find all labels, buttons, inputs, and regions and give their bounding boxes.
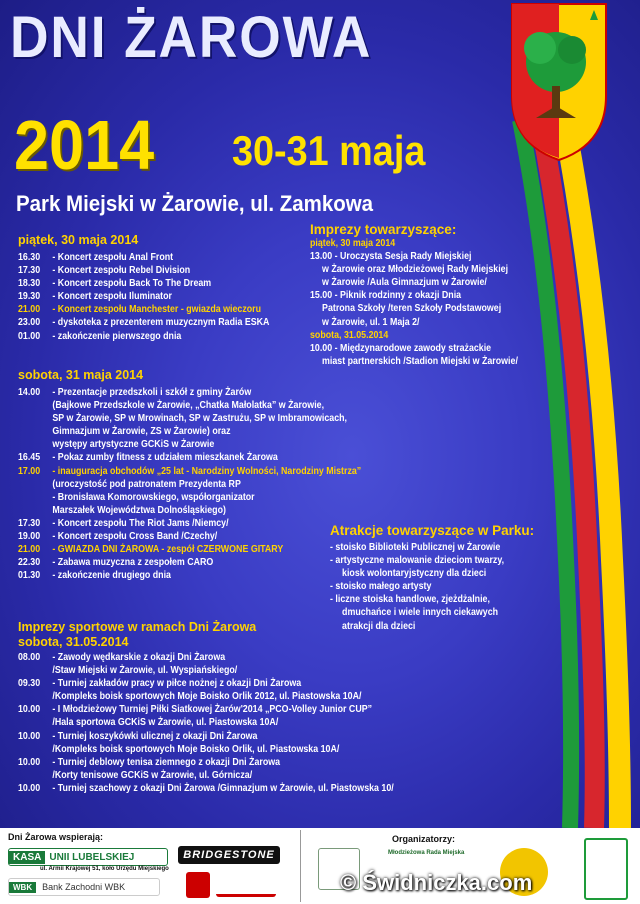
event-text: /Kompleks boisk sportowych Moje Boisko Orlik, ul. Piastowska 10A/	[52, 743, 340, 755]
sports-item	[18, 651, 394, 664]
tricolor-ribbon	[520, 100, 620, 828]
event-text: Gimnazjum w Żarowie, ZS w Żarowie) oraz	[52, 426, 231, 438]
sports-item	[18, 769, 394, 782]
event-text: - Zawody wędkarskie z okazji Dni Żarowa	[52, 652, 226, 663]
sports-item	[18, 677, 394, 690]
saturday-item	[18, 478, 361, 491]
event-text: - Pokaz zumby fitness z udziałem mieszkanek Żarowa	[52, 452, 278, 464]
sports-item	[18, 730, 394, 743]
event-text: występy artystyczne GCKiS w Żarowie	[52, 439, 215, 451]
event-text: /Kompleks boisk sportowych Moje Boisko Orlik 2012, ul. Piastowska 10A/	[52, 691, 362, 703]
event-text: - Turniej deblowy tenisa ziemnego z okazji Dni Żarowa	[52, 756, 281, 768]
side-event-line: w Żarowie oraz Młodzieżowej Rady Miejskiej	[322, 264, 509, 276]
event-text: - Koncert zespołu Cross Band /Czechy/	[52, 531, 218, 543]
friday-item	[18, 303, 269, 316]
friday-item	[18, 251, 269, 264]
wbk-badge: WBK	[9, 882, 36, 893]
side-events-heading: Imprezy towarzyszące:	[310, 222, 457, 237]
sponsors-footer	[0, 828, 640, 904]
poster-venue: Park Miejski w Żarowie, ul. Zamkowa	[16, 191, 374, 216]
side-event-line: w Żarowie /Aula Gimnazjum w Żarowie/	[322, 277, 487, 289]
event-text: - Koncert zespołu Back To The Dream	[52, 278, 212, 290]
side-event-line: 15.00 - Piknik rodzinny z okazji Dnia	[310, 290, 462, 302]
time-label: 16.30	[18, 252, 41, 263]
event-text: /Staw Miejski w Żarowie, ul. Wyspiańskiego/	[52, 665, 238, 677]
time-label: 16.45	[18, 452, 41, 464]
side-event-line: piątek, 30 maja 2014	[310, 238, 396, 249]
event-text: - Bronisława Komorowskiego, współorganizator	[52, 491, 255, 503]
sponsors-label: Dni Żarowa wspierają:	[8, 832, 104, 842]
side-event-line: w Żarowie, ul. 1 Maja 2/	[322, 316, 420, 328]
kasa-logo	[8, 848, 168, 866]
saturday-item	[18, 517, 361, 530]
event-text: (Bajkowe Przedszkole w Żarowie, „Chatka Małolatka” w Żarowie,	[52, 400, 325, 412]
time-label: 10.00	[18, 756, 41, 768]
time-label: 08.00	[18, 652, 41, 663]
time-label	[18, 504, 52, 517]
saturday-item	[18, 543, 361, 556]
event-text: - Koncert zespołu The Riot Jams /Niemcy/	[52, 517, 229, 529]
event-text: - GWIAZDA DNI ŻAROWA - zespół CZERWONE GITARY	[52, 544, 284, 556]
event-text: - Koncert zespołu Manchester - gwiazda wieczoru	[52, 304, 262, 316]
sports-events	[18, 620, 455, 795]
park-attractions-list	[330, 541, 534, 633]
event-text: - dyskoteka z prezenterem muzycznym Radia ESKA	[52, 317, 270, 329]
time-label: 10.00	[18, 730, 41, 742]
sports-item	[18, 743, 394, 756]
saturday-item	[18, 569, 361, 582]
sports-list	[18, 651, 455, 795]
side-event-line: 13.00 - Uroczysta Sesja Rady Miejskiej	[310, 251, 472, 263]
sports-item	[18, 782, 394, 795]
event-text: - Turniej koszykówki ulicznej z okazji Dni Żarowa	[52, 730, 258, 742]
side-event-line: sobota, 31.05.2014	[310, 329, 389, 341]
park-attraction-line: - stoisko Biblioteki Publicznej w Żarowie	[330, 542, 501, 553]
kasa-text: KASA	[9, 851, 45, 864]
event-text: (uroczystość pod patronatem Prezydenta RP	[52, 478, 241, 490]
saturday-item	[18, 491, 361, 504]
sports-item	[18, 664, 394, 677]
time-label: 19.00	[18, 531, 41, 543]
bridgestone-logo: BRIDGESTONE	[178, 846, 280, 864]
event-text: /Hala sportowa GCKiS w Żarowie, ul. Piastowska 10A/	[52, 717, 279, 729]
sports-heading: Imprezy sportowe w ramach Dni Żarowa	[18, 620, 257, 634]
event-text: - Turniej szachowy z okazji Dni Żarowa /Gimnazjum w Żarowie, ul. Piastowska 10/	[52, 782, 394, 794]
saturday-item	[18, 451, 361, 464]
saturday-heading: sobota, 31 maja 2014	[18, 368, 144, 382]
event-text: SP w Żarowie, SP w Mrowinach, SP w Zastrużu, SP w Imbramowicach,	[52, 413, 348, 425]
footer-divider	[300, 830, 301, 902]
time-label	[18, 478, 52, 491]
time-label	[18, 743, 52, 756]
park-attractions-heading: Atrakcje towarzyszące w Parku:	[330, 523, 535, 538]
saturday-item	[18, 412, 361, 425]
time-label: 01.30	[18, 570, 41, 582]
time-label: 17.30	[18, 517, 41, 529]
poster-year: 2014	[14, 106, 155, 184]
friday-item	[18, 277, 269, 290]
friday-list	[18, 251, 310, 343]
saturday-item	[18, 530, 361, 543]
event-text: - Koncert zespołu Iluminator	[52, 291, 172, 303]
sports-item	[18, 690, 394, 703]
time-label: 09.30	[18, 678, 41, 690]
saturday-item	[18, 504, 361, 517]
sports-item	[18, 716, 394, 729]
poster-dates: 30-31 maja	[232, 127, 426, 174]
sports-item	[18, 756, 394, 769]
time-label: 01.00	[18, 330, 41, 342]
event-text: - Zabawa muzyczna z zespołem CARO	[52, 557, 214, 569]
kasa-address: ul. Armii Krajowej 51, koło Urzędu Miejskiego	[40, 866, 169, 872]
organizer-logo-4-icon	[584, 838, 628, 900]
time-label	[18, 491, 52, 504]
wbk-logo	[8, 878, 160, 896]
time-label: 10.00	[18, 704, 41, 716]
sponsor-logo-icon	[216, 878, 276, 897]
time-label: 21.00	[18, 544, 41, 556]
time-label	[18, 716, 52, 729]
time-label	[18, 425, 52, 438]
organizers-label: Organizatorzy:	[392, 834, 456, 844]
event-text: - zakończenie drugiego dnia	[52, 570, 171, 582]
coat-of-arms-icon	[512, 4, 606, 160]
park-attraction-line: - liczne stoiska handlowe, zjeżdżalnie,	[330, 594, 490, 606]
event-text: - zakończenie pierwszego dnia	[52, 330, 182, 342]
time-label: 22.30	[18, 557, 41, 569]
sports-subheading: sobota, 31.05.2014	[18, 635, 129, 649]
time-label: 17.00	[18, 465, 41, 477]
saturday-item	[18, 425, 361, 438]
event-text: - Koncert zespołu Rebel Division	[52, 265, 191, 277]
friday-schedule	[18, 233, 310, 343]
saturday-item	[18, 399, 361, 412]
time-label	[18, 412, 52, 425]
side-event-line: miast partnerskich /Stadion Miejski w Żarowie/	[322, 355, 518, 367]
time-label	[18, 438, 52, 451]
time-label: 18.30	[18, 278, 41, 290]
kasa-text-2: UNII LUBELSKIEJ	[49, 851, 135, 863]
event-text: - I Młodzieżowy Turniej Piłki Siatkowej Żarów'2014 „PCO-Volley Junior CUP”	[52, 704, 373, 716]
friday-item	[18, 316, 269, 329]
sponsor-logo-red-icon	[186, 872, 210, 898]
mrm-label: Młodzieżowa Rada Miejska	[388, 850, 465, 856]
park-attraction-line: kiosk wolontaryjstyczny dla dzieci	[342, 568, 487, 580]
saturday-item	[18, 438, 361, 451]
saturday-item	[18, 556, 361, 569]
time-label	[18, 399, 52, 412]
friday-item	[18, 330, 269, 343]
watermark: © Świdniczka.com	[340, 870, 533, 895]
side-event-line: Patrona Szkoły /teren Szkoły Podstawowej	[322, 303, 502, 315]
event-text: - Prezentacje przedszkoli i szkół z gminy Żarów	[52, 387, 252, 398]
time-label: 14.00	[18, 387, 41, 398]
park-attractions	[330, 524, 534, 633]
event-text: /Korty tenisowe GCKiS w Żarowie, ul. Górnicza/	[52, 769, 253, 781]
saturday-item	[18, 386, 361, 399]
sports-item	[18, 703, 394, 716]
park-attraction-line: - artystyczne malowanie dzieciom twarzy,	[330, 555, 505, 567]
event-text: - inauguracja obchodów „25 lat - Narodziny Wolności, Narodziny Mistrza”	[52, 465, 362, 477]
side-event-line: 10.00 - Międzynarodowe zawody strażackie	[310, 342, 492, 354]
friday-item	[18, 290, 269, 303]
park-attraction-line: atrakcji dla dzieci	[342, 620, 416, 632]
friday-item	[18, 264, 269, 277]
park-attraction-line: - stoisko małego artysty	[330, 581, 432, 593]
side-events	[310, 223, 552, 368]
time-label	[18, 664, 52, 677]
side-events-list	[310, 237, 552, 368]
poster-title: DNI ŻAROWA	[10, 5, 373, 70]
saturday-item	[18, 465, 361, 478]
time-label: 10.00	[18, 782, 41, 794]
time-label	[18, 690, 52, 703]
event-text: Marszałek Województwa Dolnośląskiego)	[52, 504, 226, 516]
friday-heading: piątek, 30 maja 2014	[18, 233, 139, 247]
time-label: 19.30	[18, 291, 41, 303]
time-label: 17.30	[18, 265, 41, 277]
time-label: 23.00	[18, 317, 41, 329]
event-text: - Turniej zakładów pracy w piłce nożnej z okazji Dni Żarowa	[52, 678, 302, 690]
event-text: - Koncert zespołu Anal Front	[52, 252, 174, 263]
time-label	[18, 769, 52, 782]
park-attraction-line: dmuchańce i wiele innych ciekawych	[342, 607, 499, 619]
wbk-text: Bank Zachodni WBK	[42, 882, 126, 892]
time-label: 21.00	[18, 304, 41, 316]
